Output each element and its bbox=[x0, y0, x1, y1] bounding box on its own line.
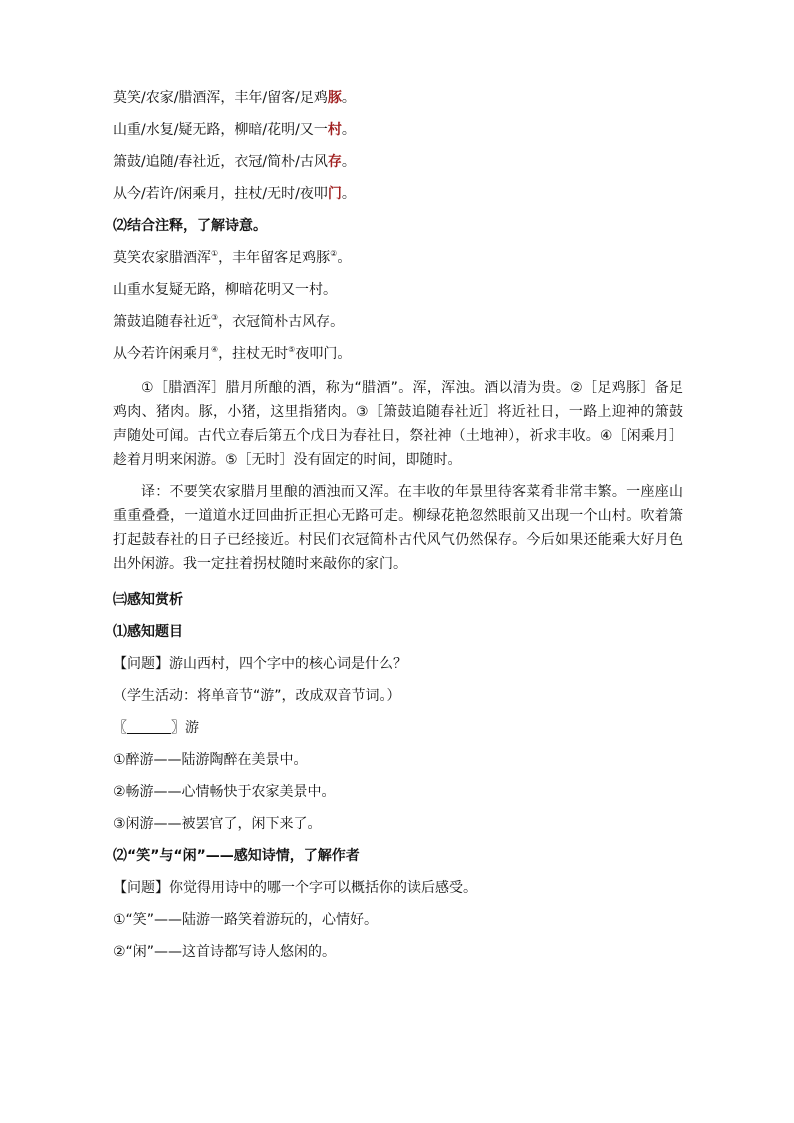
poem-text: ，丰年留客足鸡豚 bbox=[218, 250, 331, 266]
poem-text: 莫笑农家腊酒浑 bbox=[113, 250, 211, 266]
punct: 。 bbox=[341, 154, 356, 170]
poem-text: 夜叩门。 bbox=[295, 346, 352, 362]
sub1-heading: ⑴感知题目 bbox=[113, 624, 183, 640]
rhyme-char: 村 bbox=[327, 122, 342, 138]
blank-line bbox=[127, 719, 171, 734]
poem-text: 从今若许闲乘月 bbox=[113, 346, 211, 362]
bracket-right: 〗游 bbox=[171, 720, 199, 736]
poem-text: 箫鼓/追随/春社近，衣冠/简朴/古风 bbox=[113, 154, 328, 170]
step2-heading: ⑵结合注释，了解诗意。 bbox=[113, 218, 267, 234]
punct: 。 bbox=[341, 122, 356, 138]
rhyme-char: 豚 bbox=[327, 90, 342, 106]
poem-pause-line-3 bbox=[113, 152, 683, 172]
answer-1-3: ③闲游——被罢官了，闲下来了。 bbox=[113, 816, 322, 832]
question-1: 【问题】游山西村，四个字中的核心词是什么？ bbox=[113, 656, 407, 672]
poem-note-line-2: 山重水复疑无路，柳暗花明又一村。 bbox=[113, 282, 337, 298]
translation-paragraph: 译：不要笑农家腊月里酿的酒浊而又浑。在丰收的年景里待客菜肴非常丰繁。一座座山重重叠叠，一道道水迂回曲折正担心无路可走。柳绿花艳忽然眼前又出现一个山村。吹着箫打起鼓春社的日子已经接近。村民们衣冠简朴古代风气仍然保存。今后如果还能乘大好月色出外闲游。我一定拄着拐杖随时来敲你的家门。 bbox=[113, 484, 683, 572]
fill-in-blank bbox=[113, 718, 683, 738]
punct: 。 bbox=[337, 250, 352, 266]
annotation-paragraph: ①［腊酒浑］腊月所酿的酒，称为“腊酒”。浑，浑浊。酒以清为贵。②［足鸡豚］备足鸡肉、猪肉。豚，小猪，这里指猪肉。③［箫鼓追随春社近］将近社日，一路上迎神的箫鼓声随处可闻。古代立春后第五个戊日为春社日，祭社神（土地神），祈求丰收。④［闲乘月］趁着月明来闲游。⑤［无时］没有固定的时间，即随时。 bbox=[113, 380, 683, 468]
answer-2-1: ①“笑”——陆游一路笑着游玩的，心情好。 bbox=[113, 912, 379, 928]
poem-text: 山重/水复/疑无路，柳暗/花明/又一 bbox=[113, 122, 328, 138]
poem-text: ，拄杖无时 bbox=[218, 346, 289, 362]
answer-1-2: ②畅游——心情畅快于农家美景中。 bbox=[113, 784, 336, 800]
document-content bbox=[113, 88, 683, 974]
note-marker: ② bbox=[330, 249, 338, 258]
poem-text: 从今/若许/闲乘月，拄杖/无时/夜叩 bbox=[113, 186, 328, 202]
poem-pause-line-4 bbox=[113, 184, 683, 204]
poem-note-line-1 bbox=[113, 248, 683, 268]
poem-pause-line-2 bbox=[113, 120, 683, 140]
poem-text: ，衣冠简朴古风存。 bbox=[218, 314, 345, 330]
question-2: 【问题】你觉得用诗中的哪一个字可以概括你的读后感受。 bbox=[113, 880, 477, 896]
note-marker: ④ bbox=[211, 345, 219, 354]
section3-heading: ㈢感知赏析 bbox=[113, 592, 183, 608]
punct: 。 bbox=[341, 186, 356, 202]
poem-note-line-3 bbox=[113, 312, 683, 332]
rhyme-char: 存 bbox=[327, 154, 342, 170]
answer-2-2: ②“闲”——这首诗都写诗人悠闲的。 bbox=[113, 944, 337, 960]
poem-text: 箫鼓追随春社近 bbox=[113, 314, 211, 330]
poem-text: 莫笑/农家/腊酒浑，丰年/留客/足鸡 bbox=[113, 90, 328, 106]
note-marker: ⑤ bbox=[288, 345, 296, 354]
punct: 。 bbox=[341, 90, 356, 106]
poem-note-line-4 bbox=[113, 344, 683, 364]
bracket-left: 〖 bbox=[113, 720, 127, 736]
note-marker: ③ bbox=[211, 313, 219, 322]
note-marker: ① bbox=[211, 249, 219, 258]
poem-pause-line-1 bbox=[113, 88, 683, 108]
sub2-heading: ⑵“笑”与“闲”——感知诗情，了解作者 bbox=[113, 848, 360, 864]
rhyme-char: 门 bbox=[327, 186, 342, 202]
student-activity: （学生活动：将单音节“游”，改成双音节词。） bbox=[113, 688, 401, 704]
answer-1-1: ①醉游——陆游陶醉在美景中。 bbox=[113, 752, 308, 768]
